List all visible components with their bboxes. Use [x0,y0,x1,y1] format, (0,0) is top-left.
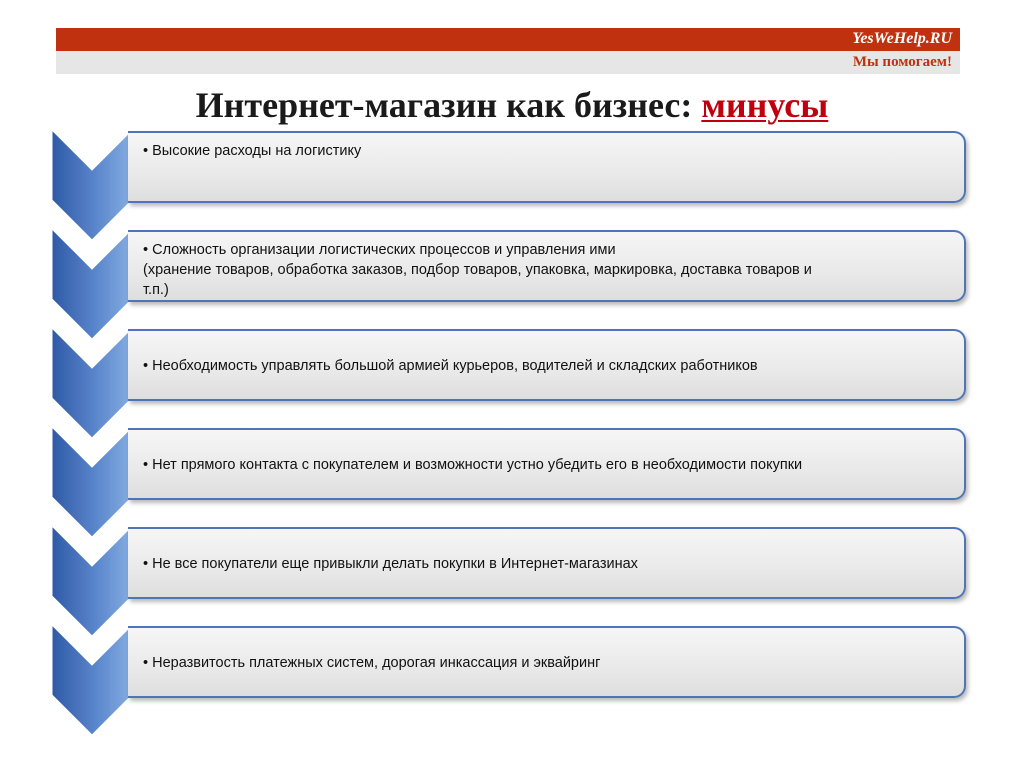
list-item [128,329,966,401]
chevron-arrow-icon [52,328,132,438]
title-accent: минусы [701,85,829,125]
list-item-text: • Неразвитость платежных систем, дорогая инкассация и эквайринг [143,655,601,671]
list-item-text: • Нет прямого контакта с покупателем и возможности устно убедить его в необходимости покупки [143,457,803,473]
chevron-arrow-icon [52,229,132,339]
list-item-text: • Высокие расходы на логистику [143,143,362,159]
list-item [128,428,966,500]
slogan-text: Мы помогаем! [852,54,952,70]
list-item [128,230,966,302]
brand-name: YesWeHelp.RU [852,30,952,47]
chevron-arrow-icon [52,427,132,537]
chevron-arrow-icon [52,625,132,735]
title-main: Интернет-магазин как бизнес: [195,85,702,125]
page-title [0,84,1024,126]
list-item-text: • Необходимость управлять большой армией курьеров, водителей и складских работников [143,358,758,374]
chevron-arrow-icon [52,130,132,240]
header-bar [56,28,960,51]
chevron-arrow-icon [52,526,132,636]
list-item [128,626,966,698]
list-item [128,131,966,203]
list-item-text: • Не все покупатели еще привыкли делать покупки в Интернет-магазинах [143,556,638,572]
list-item-text: • Сложность организации логистических процессов и управления ими (хранение товаров, обработка заказов, подбор товаров, упаковка, маркировка, доставка товаров и т.п.) [143,242,812,298]
slogan-bar [56,51,960,74]
list-item [128,527,966,599]
